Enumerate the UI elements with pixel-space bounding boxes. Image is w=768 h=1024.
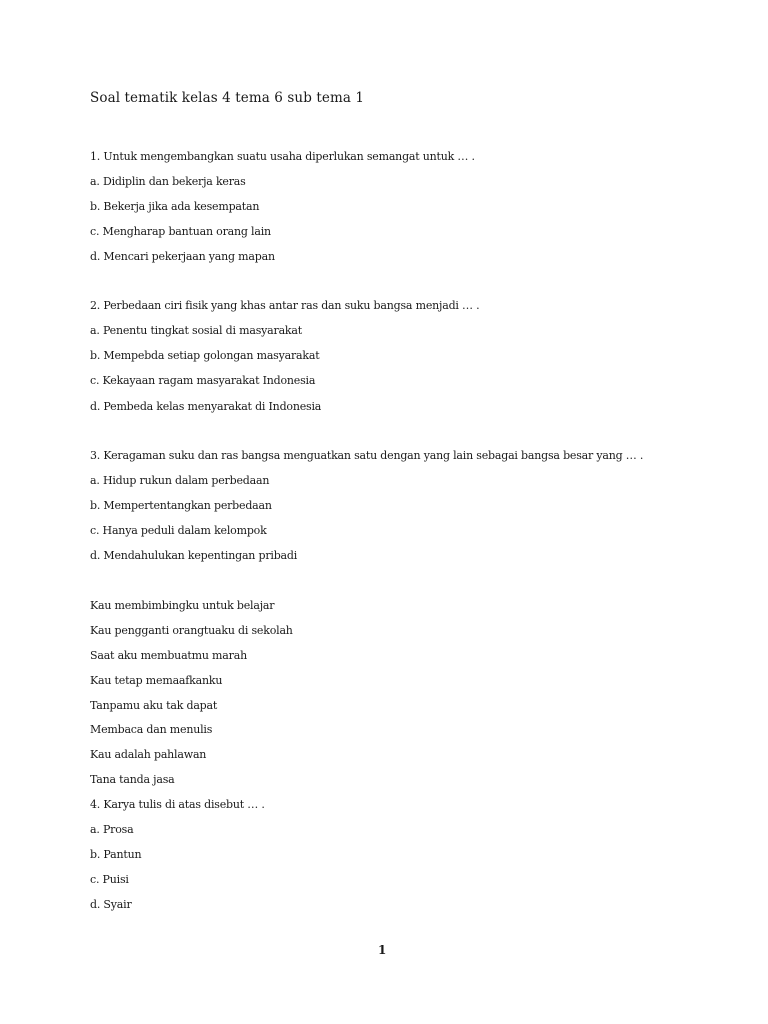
question-2-text: 2. Perbedaan ciri fisik yang khas antar ras dan suku bangsa menjadi … . <box>90 299 480 312</box>
question-2-option-c: c. Kekayaan ragam masyarakat Indonesia <box>90 374 316 387</box>
question-1-option-c: c. Mengharap bantuan orang lain <box>90 225 271 238</box>
poem-line: Kau membimbingku untuk belajar <box>90 599 275 612</box>
poem-line: Tanpamu aku tak dapat <box>90 699 218 712</box>
question-3-option-b: b. Mempertentangkan perbedaan <box>90 499 272 512</box>
question-3-option-d: d. Mendahulukan kepentingan pribadi <box>90 549 298 562</box>
page-number: 1 <box>378 943 387 957</box>
document-page <box>90 0 730 1024</box>
question-3-option-c: c. Hanya peduli dalam kelompok <box>90 524 267 537</box>
question-4-option-a: a. Prosa <box>90 823 134 836</box>
question-4-option-d: d. Syair <box>90 898 132 911</box>
document-title: Soal tematik kelas 4 tema 6 sub tema 1 <box>90 90 365 106</box>
poem-line: Kau pengganti orangtuaku di sekolah <box>90 624 293 637</box>
poem-line: Tana tanda jasa <box>90 773 175 786</box>
question-3-text: 3. Keragaman suku dan ras bangsa menguatkan satu dengan yang lain sebagai bangsa besar yang … . <box>90 449 644 462</box>
question-4-text: 4. Karya tulis di atas disebut … . <box>90 798 265 811</box>
question-1-option-b: b. Bekerja jika ada kesempatan <box>90 200 260 213</box>
question-1-option-d: d. Mencari pekerjaan yang mapan <box>90 250 275 263</box>
question-4-option-c: c. Puisi <box>90 873 129 886</box>
poem-line: Saat aku membuatmu marah <box>90 649 247 662</box>
question-4-option-b: b. Pantun <box>90 848 142 861</box>
question-2-option-b: b. Mempebda setiap golongan masyarakat <box>90 349 320 362</box>
poem-line: Membaca dan menulis <box>90 723 213 736</box>
question-2-option-a: a. Penentu tingkat sosial di masyarakat <box>90 324 302 337</box>
question-3-option-a: a. Hidup rukun dalam perbedaan <box>90 474 270 487</box>
question-1-option-a: a. Didiplin dan bekerja keras <box>90 175 246 188</box>
poem-line: Kau adalah pahlawan <box>90 748 207 761</box>
poem-line: Kau tetap memaafkanku <box>90 674 223 687</box>
question-2-option-d: d. Pembeda kelas menyarakat di Indonesia <box>90 400 322 413</box>
question-1-text: 1. Untuk mengembangkan suatu usaha diperlukan semangat untuk … . <box>90 150 475 163</box>
